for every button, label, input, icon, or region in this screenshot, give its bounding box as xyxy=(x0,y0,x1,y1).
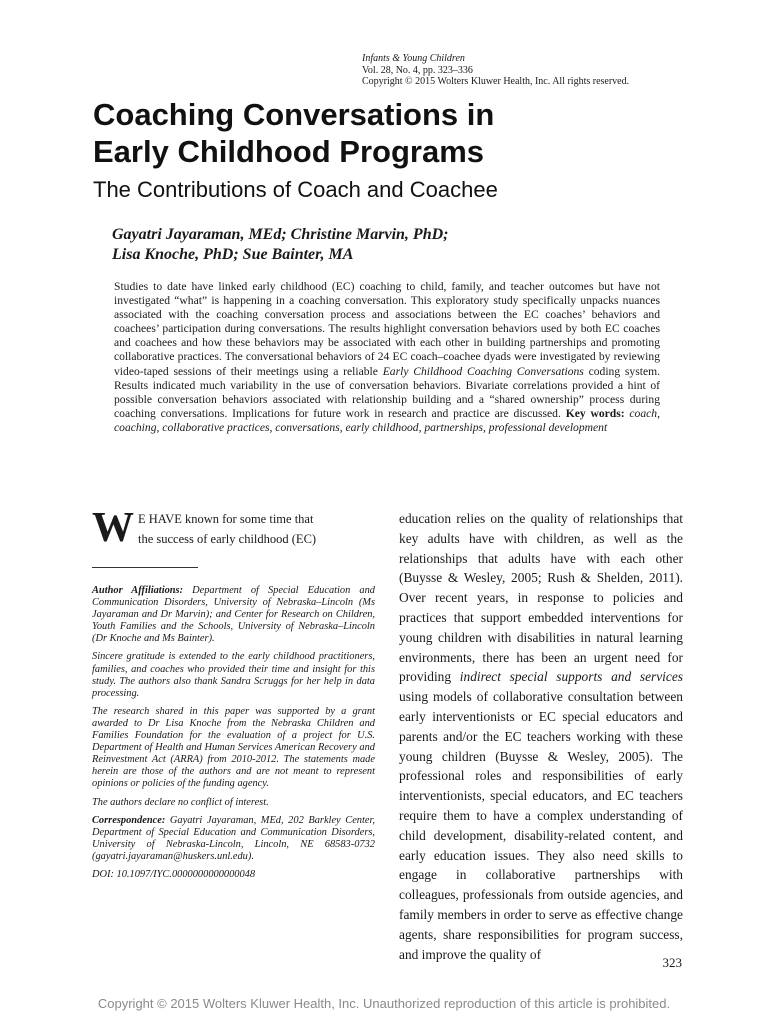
doi: DOI: 10.1097/IYC.0000000000000048 xyxy=(92,868,256,880)
abstract xyxy=(114,280,660,435)
right-column xyxy=(399,509,683,964)
correspondence-note xyxy=(92,815,375,863)
authors-line-1: Gayatri Jayaraman, MEd; Christine Marvin, PhD; xyxy=(112,226,449,243)
title-line-2: Early Childhood Programs xyxy=(93,134,485,169)
conflict-note: The authors declare no conflict of interest. xyxy=(92,796,269,808)
authors-line-2: Lisa Knoche, PhD; Sue Bainter, MA xyxy=(112,246,354,263)
abstract-emphasis: Early Childhood Coaching Conversations xyxy=(382,364,584,378)
page-number: 323 xyxy=(662,955,682,970)
left-column xyxy=(92,505,375,887)
correspondence-text: Gayatri Jayaraman, MEd, 202 Barkley Center, Department of Special Education and Communication Disorders, University of Nebraska-Lincoln, Lincoln, NE 68583-0732 (gayatri.jayaraman@huskers.unl.edu). xyxy=(92,814,375,862)
footnotes xyxy=(92,585,375,881)
title-line-1: Coaching Conversations in xyxy=(93,97,495,132)
intro-line-1: E HAVE known for some time that xyxy=(138,512,314,526)
article-title xyxy=(93,96,693,170)
affiliations-text: Department of Special Education and Communication Disorders, University of Nebraska–Lincoln (Ms Jayaraman and Dr Marvin); and Center for Research on Children, Youth Families and the Schools, University of Nebraska–Lincoln (Dr Knoche and Ms Bainter). xyxy=(92,585,375,645)
affiliations-note xyxy=(92,585,375,645)
journal-volume: Vol. 28, No. 4, pp. 323–336 xyxy=(362,64,473,76)
body-text-1: education relies on the quality of relationships that key adults have with children, as well as the relationships that adults have with each other (Buysse & Wesley, 2005; Rush & Shelden, 2011). Over recent years, in response to policies and practices that support embedded interventions for young children with disabilities in natural learning environments, there has been an urgent need for providing xyxy=(399,511,683,685)
abstract-text-1: Studies to date have linked early childhood (EC) coaching to child, family, and teacher outcomes but have not investigated “what” is happening in a coaching conversation. This exploratory study specifically unpacks nuances associated with the coaching conversation process and associations between the EC coaches’ behaviors and coachees’ participation during conversations. The results highlight conversation behaviors used by both EC coaches and coachees and how these behaviors may be associated with each other in building partnerships and promoting collaborative practices. The conversational behaviors of 24 EC coach–coachee dyads were investigated by reviewing video-taped sessions of their meetings using a reliable xyxy=(114,280,660,378)
journal-info xyxy=(362,53,682,88)
keywords-label: Key words: xyxy=(565,406,625,420)
intro-paragraph xyxy=(92,505,375,551)
drop-cap: W xyxy=(92,505,134,551)
gratitude-note: Sincere gratitude is extended to the early childhood practitioners, families, and coaches who provided their time and insight for this study. The authors also thank Sandra Scruggs for her help in data processing. xyxy=(92,651,375,699)
author-list xyxy=(112,225,672,265)
journal-copyright: Copyright © 2015 Wolters Kluwer Health, Inc. All rights reserved. xyxy=(362,76,630,87)
keywords: coach, coaching, collaborative practices, conversations, early childhood, partnerships, professional development xyxy=(114,406,660,434)
body-text-2: using models of collaborative consultation between early interventionists or EC special educators and parents and/or the EC teachers working with these young children (Buysse & Wesley, 2005). The professional roles and responsibilities of early interventionists, special educators, and EC teachers require them to have a complex understanding of child development, disability-related content, and early education issues. They also need skills to engage in collaborative partnerships with colleagues, professionals from outside agencies, and family members in order to serve as effective change agents, share responsibilities for program success, and improve the quality of xyxy=(399,689,683,962)
journal-name: Infants & Young Children xyxy=(362,53,465,64)
abstract-text-2: coding system. Results indicated much variability in the use of conversation behaviors. Bivariate correlations provided a hint of possible conversation behaviors associated with relationship building and a “shared ownership” process during coaching conversations. Implications for future work in research and practice are discussed. xyxy=(114,364,661,420)
body-emphasis: indirect special supports and services xyxy=(459,669,683,685)
article-subtitle: The Contributions of Coach and Coachee xyxy=(93,177,498,202)
funding-note: The research shared in this paper was supported by a grant awarded to Dr Lisa Knoche from the Nebraska Children and Families Foundation for the evaluation of a project for U.S. Department of Health and Human Services American Recovery and Reinvestment Act (ARRA) from 2010-2012. The statements made herein are those of the authors and are not meant to represent opinions or policies of the funding agency. xyxy=(92,705,375,790)
affiliations-label: Author Affiliations: xyxy=(92,585,184,596)
footnote-divider xyxy=(92,567,198,568)
correspondence-label: Correspondence: xyxy=(92,814,166,826)
copyright-footer: Copyright © 2015 Wolters Kluwer Health, Inc. Unauthorized reproduction of this article is prohibited. xyxy=(97,996,671,1011)
intro-line-2: the success of early childhood (EC) xyxy=(138,532,317,546)
